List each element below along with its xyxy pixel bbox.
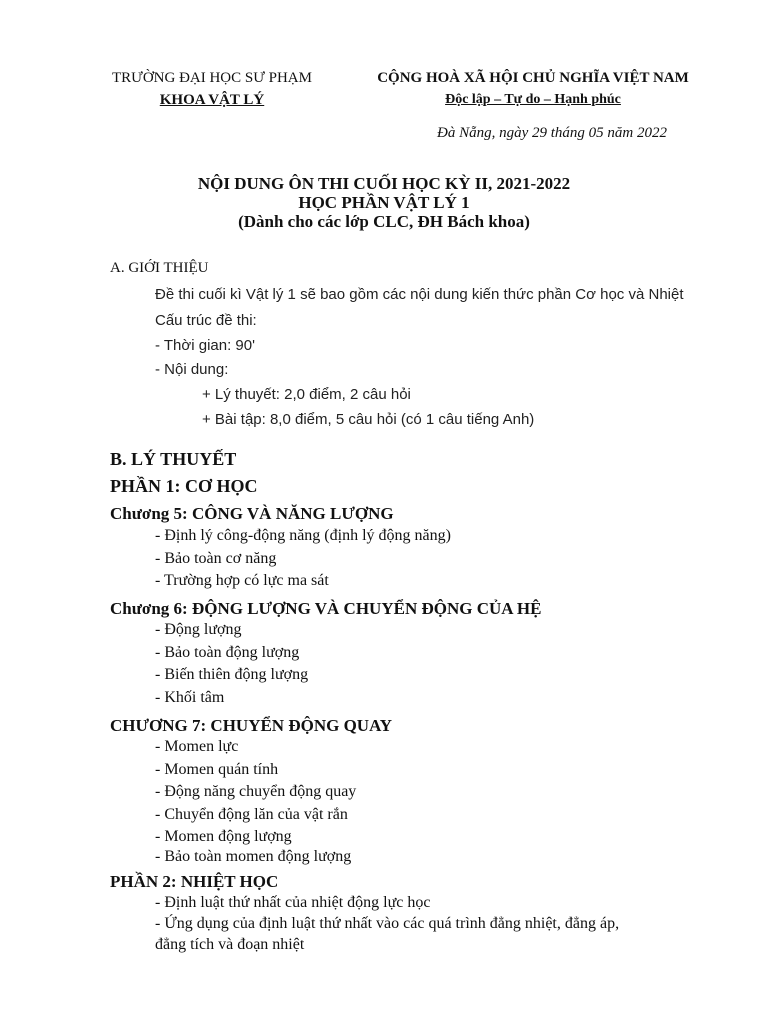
intro-line: - Nội dung: bbox=[155, 361, 229, 378]
part-1-heading: PHẦN 1: CƠ HỌC bbox=[110, 476, 258, 496]
intro-line: Cấu trúc đề thi: bbox=[155, 312, 257, 329]
title-line-1: NỘI DUNG ÔN THI CUỐI HỌC KỲ II, 2021-2022 bbox=[197, 174, 571, 193]
list-item: - Momen động lượng bbox=[155, 828, 292, 845]
list-item: - Bảo toàn momen động lượng bbox=[155, 848, 352, 865]
list-item: - Định lý công-động năng (định lý động năng) bbox=[155, 527, 451, 544]
list-item: - Chuyển động lăn của vật rắn bbox=[155, 806, 348, 823]
list-item: - Động lượng bbox=[155, 621, 242, 638]
intro-line: + Bài tập: 8,0 điểm, 5 câu hỏi (có 1 câu tiếng Anh) bbox=[202, 411, 535, 428]
list-item: - Trường hợp có lực ma sát bbox=[155, 572, 329, 589]
list-item: - Ứng dụng của định luật thứ nhất vào các quá trình đẳng nhiệt, đẳng áp, bbox=[155, 915, 620, 932]
chapter-5-title: Chương 5: CÔNG VÀ NĂNG LƯỢNG bbox=[110, 504, 394, 523]
title-line-2: HỌC PHẦN VẬT LÝ 1 bbox=[298, 193, 470, 212]
section-b-heading: B. LÝ THUYẾT bbox=[110, 449, 237, 469]
list-item: - Khối tâm bbox=[155, 689, 225, 706]
list-item: - Định luật thứ nhất của nhiệt động lực học bbox=[155, 894, 431, 911]
intro-line: - Thời gian: 90' bbox=[155, 337, 255, 354]
school-name: TRƯỜNG ĐẠI HỌC SƯ PHẠM bbox=[112, 70, 312, 86]
title-line-3: (Dành cho các lớp CLC, ĐH Bách khoa) bbox=[238, 212, 530, 231]
faculty-name: KHOA VẬT LÝ bbox=[159, 92, 265, 108]
intro-line: + Lý thuyết: 2,0 điểm, 2 câu hỏi bbox=[202, 386, 411, 403]
list-item: - Momen quán tính bbox=[155, 761, 279, 778]
date-line: Đà Nẵng, ngày 29 tháng 05 năm 2022 bbox=[437, 125, 667, 141]
list-item: - Động năng chuyển động quay bbox=[155, 783, 357, 800]
list-item: - Biến thiên động lượng bbox=[155, 666, 309, 683]
part-2-heading: PHẦN 2: NHIỆT HỌC bbox=[110, 872, 279, 891]
list-item: - Momen lực bbox=[155, 738, 239, 755]
motto: Độc lập – Tự do – Hạnh phúc bbox=[445, 92, 621, 107]
nation-title: CỘNG HOÀ XÃ HỘI CHỦ NGHĨA VIỆT NAM bbox=[377, 70, 689, 86]
list-item: - Bảo toàn động lượng bbox=[155, 644, 300, 661]
intro-line: Đề thi cuối kì Vật lý 1 sẽ bao gồm các nội dung kiến thức phần Cơ học và Nhiệt bbox=[155, 286, 684, 303]
list-item: đẳng tích và đoạn nhiệt bbox=[155, 936, 305, 953]
section-a-heading: A. GIỚI THIỆU bbox=[110, 260, 209, 276]
chapter-6-title: Chương 6: ĐỘNG LƯỢNG VÀ CHUYỂN ĐỘNG CỦA HỆ bbox=[110, 599, 542, 618]
list-item: - Bảo toàn cơ năng bbox=[155, 550, 277, 567]
chapter-7-title: CHƯƠNG 7: CHUYỂN ĐỘNG QUAY bbox=[110, 716, 393, 735]
